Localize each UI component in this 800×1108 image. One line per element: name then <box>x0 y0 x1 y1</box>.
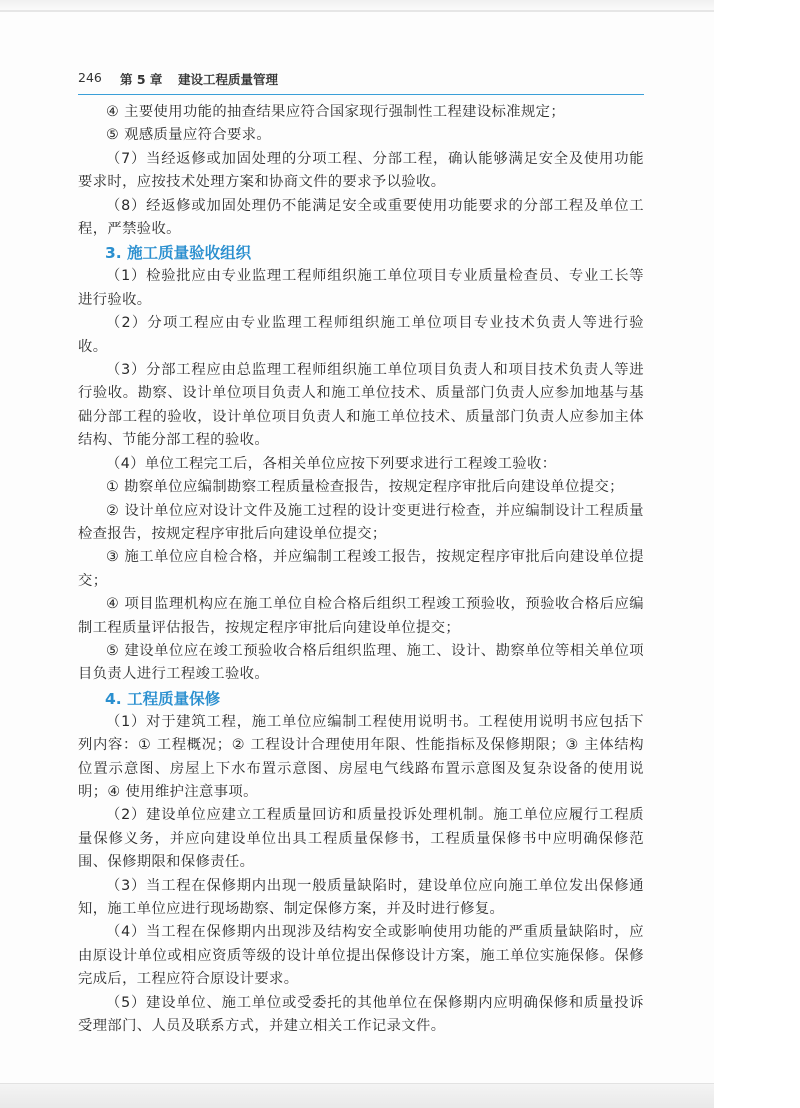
paragraph: （7）当经返修或加固处理的分项工程、分部工程，确认能够满足安全及使用功能要求时，应按技术处理方案和协商文件的要求予以验收。 <box>78 150 644 191</box>
paragraph: （3）分部工程应由总监理工程师组织施工单位项目负责人和项目技术负责人等进行验收。勘察、设计单位项目负责人和施工单位技术、质量部门负责人应参加地基与基础分部工程的验收，设计单位项目负责人和施工单位技术、质量部门负责人应参加主体结构、节能分部工程的验收。 <box>78 362 644 449</box>
paragraph: （8）经返修或加固处理仍不能满足安全或重要使用功能要求的分部工程及单位工程，严禁验收。 <box>78 197 644 238</box>
paragraph: ③ 施工单位应自检合格，并应编制工程竣工报告，按规定程序审批后向建设单位提交； <box>78 549 644 589</box>
section-heading-3: 3. 施工质量验收组织 <box>105 244 252 263</box>
paragraph: （4）单位工程完工后，各相关单位应按下列要求进行工程竣工验收： <box>106 455 557 472</box>
paragraph: ⑤ 观感质量应符合要求。 <box>106 127 272 144</box>
paragraph: （1）检验批应由专业监理工程师组织施工单位项目专业质量检查员、专业工长等进行验收。 <box>78 268 644 308</box>
paragraph: ④ 项目监理机构应在施工单位自检合格后组织工程竣工预验收，预验收合格后应编制工程质量评估报告，按规定程序审批后向建设单位提交； <box>78 596 644 636</box>
paragraph: （2）建设单位应建立工程质量回访和质量投诉处理机制。施工单位应履行工程质量保修义务，并应向建设单位出具工程质量保修书，工程质量保修书中应明确保修范围、保修期限和保修责任。 <box>78 807 644 871</box>
chapter-label: 第 5 章 <box>120 72 163 87</box>
body-text <box>78 101 644 1038</box>
chapter-title: 建设工程质量管理 <box>178 72 279 87</box>
paragraph: （5）建设单位、施工单位或受委托的其他单位在保修期内应明确保修和质量投诉受理部门、人员及联系方式，并建立相关工作记录文件。 <box>78 994 644 1035</box>
paragraph: ② 设计单位应对设计文件及施工过程的设计变更进行检查，并应编制设计工程质量检查报告，按规定程序审批后向建设单位提交； <box>78 502 644 542</box>
scan-edge-right <box>714 0 800 1108</box>
paragraph: （4）当工程在保修期内出现涉及结构安全或影响使用功能的严重质量缺陷时，应由原设计单位或相应资质等级的设计单位提出保修设计方案，施工单位实施保修。保修完成后，工程应符合原设计要求。 <box>78 924 644 988</box>
paragraph: （3）当工程在保修期内出现一般质量缺陷时，建设单位应向施工单位发出保修通知，施工单位应进行现场勘察、制定保修方案，并及时进行修复。 <box>78 877 644 917</box>
running-header <box>78 68 644 95</box>
scan-edge-top <box>0 0 714 12</box>
paragraph: （1）对于建筑工程，施工单位应编制工程使用说明书。工程使用说明书应包括下列内容：① 工程概况；② 工程设计合理使用年限、性能指标及保修期限；③ 主体结构位置示意图、房屋上下水布置示意图、房屋电气线路布置示意图及复杂设备的使用说明；④ 使用维护注意事项。 <box>78 713 644 800</box>
paragraph: ④ 主要使用功能的抽查结果应符合国家现行强制性工程建设标准规定； <box>106 104 566 120</box>
paragraph: （2）分项工程应由专业监理工程师组织施工单位项目专业技术负责人等进行验收。 <box>78 315 644 355</box>
section-heading-4: 4. 工程质量保修 <box>105 689 221 708</box>
paragraph: ⑤ 建设单位应在竣工预验收合格后组织监理、施工、设计、勘察单位等相关单位项目负责人进行工程竣工验收。 <box>78 642 644 683</box>
paragraph: ① 勘察单位应编制勘察工程质量检查报告，按规定程序审批后向建设单位提交； <box>106 479 624 496</box>
scan-edge-bottom <box>0 1083 714 1108</box>
page-number: 246 <box>78 70 102 85</box>
